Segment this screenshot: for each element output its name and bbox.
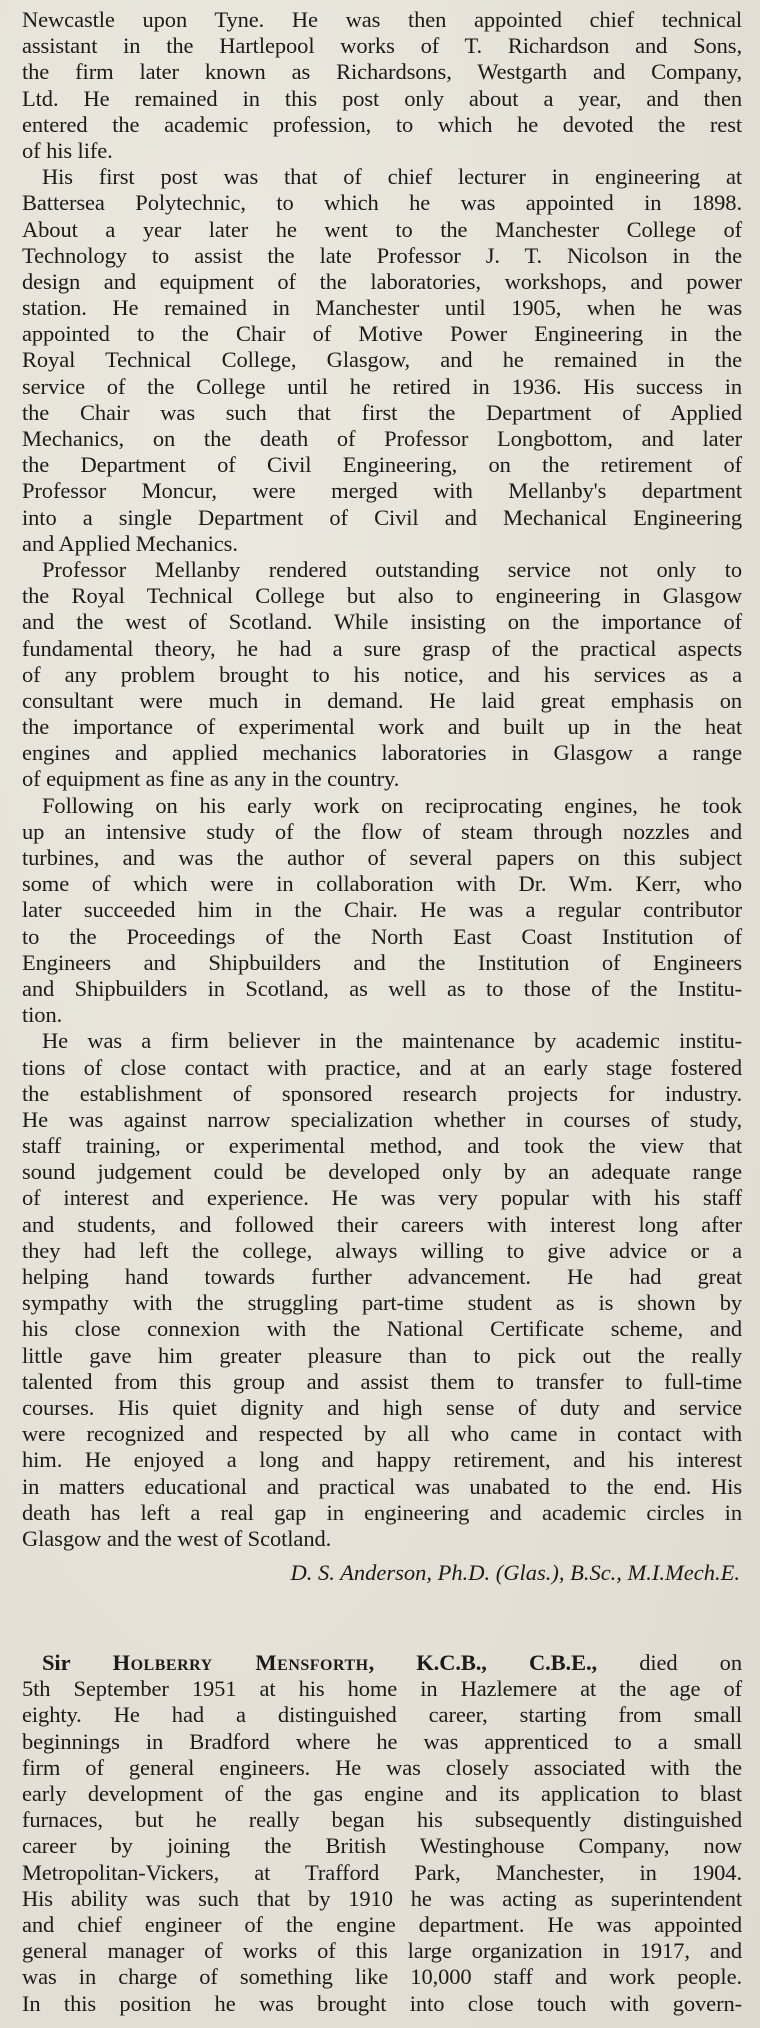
text-line: the Royal Technical College but also to engineering in Glasgow	[22, 583, 742, 609]
text-line: some of which were in collaboration with Dr. Wm. Kerr, who	[22, 871, 742, 897]
text-line: In this position he was brought into close touch with govern-	[22, 1990, 742, 2016]
text-line: and students, and followed their careers with interest long after	[22, 1211, 742, 1237]
text-line: Technology to assist the late Professor J. T. Nicolson in the	[22, 242, 742, 268]
text-line: death has left a real gap in engineering and academic circles in	[22, 1499, 742, 1525]
heading-rest: died on	[597, 1650, 742, 1676]
text-line: He was against narrow specialization whether in courses of study,	[22, 1106, 742, 1132]
text-line: beginnings in Bradford where he was apprenticed to a small	[22, 1728, 742, 1754]
text-line: and the west of Scotland. While insisting on the importance of	[22, 609, 742, 635]
text-line: assistant in the Hartlepool works of T. Richardson and Sons,	[22, 33, 742, 59]
text-line: engines and applied mechanics laboratories in Glasgow a range	[22, 740, 742, 766]
text-line: 5th September 1951 at his home in Hazlemere at the age of	[22, 1676, 742, 1702]
paragraph	[22, 1028, 742, 1552]
text-line: the firm later known as Richardsons, Westgarth and Company,	[22, 59, 742, 85]
text-line: His first post was that of chief lecturer in engineering at	[42, 164, 742, 190]
text-line: Ltd. He remained in this post only about a year, and then	[22, 85, 742, 111]
text-line: About a year later he went to the Manchester College of	[22, 216, 742, 242]
text-line: the importance of experimental work and built up in the heat	[22, 714, 742, 740]
honours: , K.C.B., C.B.E.,	[368, 1650, 598, 1676]
text-line: were recognized and respected by all who came in contact with	[22, 1421, 742, 1447]
text-line: of interest and experience. He was very popular with his staff	[22, 1185, 742, 1211]
text-line: of any problem brought to his notice, and his services as a	[22, 661, 742, 687]
text-line: up an intensive study of the flow of steam through nozzles and	[22, 818, 742, 844]
text-line: courses. His quiet dignity and high sense of duty and service	[22, 1394, 742, 1420]
paragraph	[22, 7, 742, 164]
text-line: firm of general engineers. He was closely associated with the	[22, 1754, 742, 1780]
obituary-mensforth	[22, 1650, 742, 2017]
text-line: they had left the college, always willing to give advice or a	[22, 1237, 742, 1263]
text-line: and chief engineer of the engine department. He was appointed	[22, 1911, 742, 1937]
text-line: design and equipment of the laboratories, workshops, and power	[22, 268, 742, 294]
text-line: Following on his early work on reciprocating engines, he took	[42, 792, 742, 818]
text-line: him. He enjoyed a long and happy retirement, and his interest	[22, 1447, 742, 1473]
text-line: fundamental theory, he had a sure grasp of the practical aspects	[22, 635, 742, 661]
text-line: Royal Technical College, Glasgow, and he remained in the	[22, 347, 742, 373]
text-line: consultant were much in demand. He laid great emphasis on	[22, 687, 742, 713]
text-line: helping hand towards further advancement. He had great	[22, 1264, 742, 1289]
text-line: Glasgow and the west of Scotland.	[22, 1525, 332, 1551]
text-line: into a single Department of Civil and Mechanical Engineering	[22, 504, 742, 530]
text-line: to the Proceedings of the North East Coast Institution of	[22, 923, 742, 949]
text-line: turbines, and was the author of several papers on this subject	[22, 845, 742, 870]
text-line: talented from this group and assist them to transfer to full-time	[22, 1368, 742, 1394]
text-line: Newcastle upon Tyne. He was then appointed chief technical	[22, 7, 742, 32]
text-line: Engineers and Shipbuilders and the Institution of Engineers	[22, 949, 742, 975]
signature: D. S. Anderson, Ph.D. (Glas.), B.Sc., M.I.Mech.E.	[290, 1560, 740, 1586]
paragraph	[22, 557, 742, 793]
text-line: early development of the gas engine and its application to blast	[22, 1781, 742, 1806]
paragraph	[22, 164, 742, 557]
text-line: the Department of Civil Engineering, on the retirement of	[22, 452, 742, 478]
text-line: eighty. He had a distinguished career, starting from small	[22, 1702, 742, 1728]
text-line: Professor Moncur, were merged with Mellanby's department	[22, 478, 742, 504]
text-line: of his life.	[22, 137, 113, 163]
text-line: sympathy with the struggling part-time student as is shown by	[22, 1290, 742, 1316]
text-line: tion.	[22, 1002, 63, 1028]
text-line: Battersea Polytechnic, to which he was appointed in 1898.	[22, 190, 742, 216]
text-line: later succeeded him in the Chair. He was a regular contributor	[22, 897, 742, 923]
text-line: tions of close contact with practice, and at an early stage fostered	[22, 1054, 742, 1080]
paragraph	[22, 793, 742, 1029]
text-line: furnaces, but he really began his subsequently distinguished	[22, 1807, 742, 1833]
text-line: staff training, or experimental method, and took the view that	[22, 1133, 742, 1159]
text-line: appointed to the Chair of Motive Power Engineering in the	[22, 321, 742, 347]
text-line: his close connexion with the National Certificate scheme, and	[22, 1316, 742, 1342]
person-name: Holberry Mensforth	[112, 1650, 369, 1676]
text-line: service of the College until he retired in 1936. His success in	[22, 373, 742, 399]
text-line: Professor Mellanby rendered outstanding service not only to	[42, 556, 742, 582]
text-line: of equipment as fine as any in the country.	[22, 766, 400, 792]
text-line: Metropolitan-Vickers, at Trafford Park, Manchester, in 1904.	[22, 1859, 742, 1885]
text-line: in matters educational and practical was unabated to the end. His	[22, 1473, 742, 1499]
text-line: sound judgement could be developed only by an adequate range	[22, 1159, 742, 1185]
text-line: the Chair was such that first the Department of Applied	[22, 399, 742, 425]
text-line: His ability was such that by 1910 he was acting as superintendent	[22, 1885, 742, 1911]
text-line: general manager of works of this large organization in 1917, and	[22, 1938, 742, 1964]
text-line: and Applied Mechanics.	[22, 530, 238, 556]
text-line: little gave him greater pleasure than to pick out the really	[22, 1342, 742, 1368]
text-line: Mechanics, on the death of Professor Longbottom, and later	[22, 426, 742, 451]
text-line: career by joining the British Westinghouse Company, now	[22, 1833, 742, 1859]
text-line: the establishment of sponsored research projects for industry.	[22, 1080, 742, 1106]
text-line: and Shipbuilders in Scotland, as well as to those of the Institu-	[22, 975, 742, 1001]
section-gap	[22, 1588, 742, 1650]
obituary-mellanby	[22, 7, 742, 1552]
text-line: was in charge of something like 10,000 staff and work people.	[22, 1964, 742, 1990]
text-line: entered the academic profession, to which he devoted the rest	[22, 111, 742, 137]
title-prefix: Sir	[42, 1650, 71, 1676]
text-line: station. He remained in Manchester until 1905, when he was	[22, 295, 742, 321]
obituary-heading-line	[22, 1650, 742, 1676]
text-line: He was a firm believer in the maintenance by academic institu-	[42, 1028, 742, 1054]
